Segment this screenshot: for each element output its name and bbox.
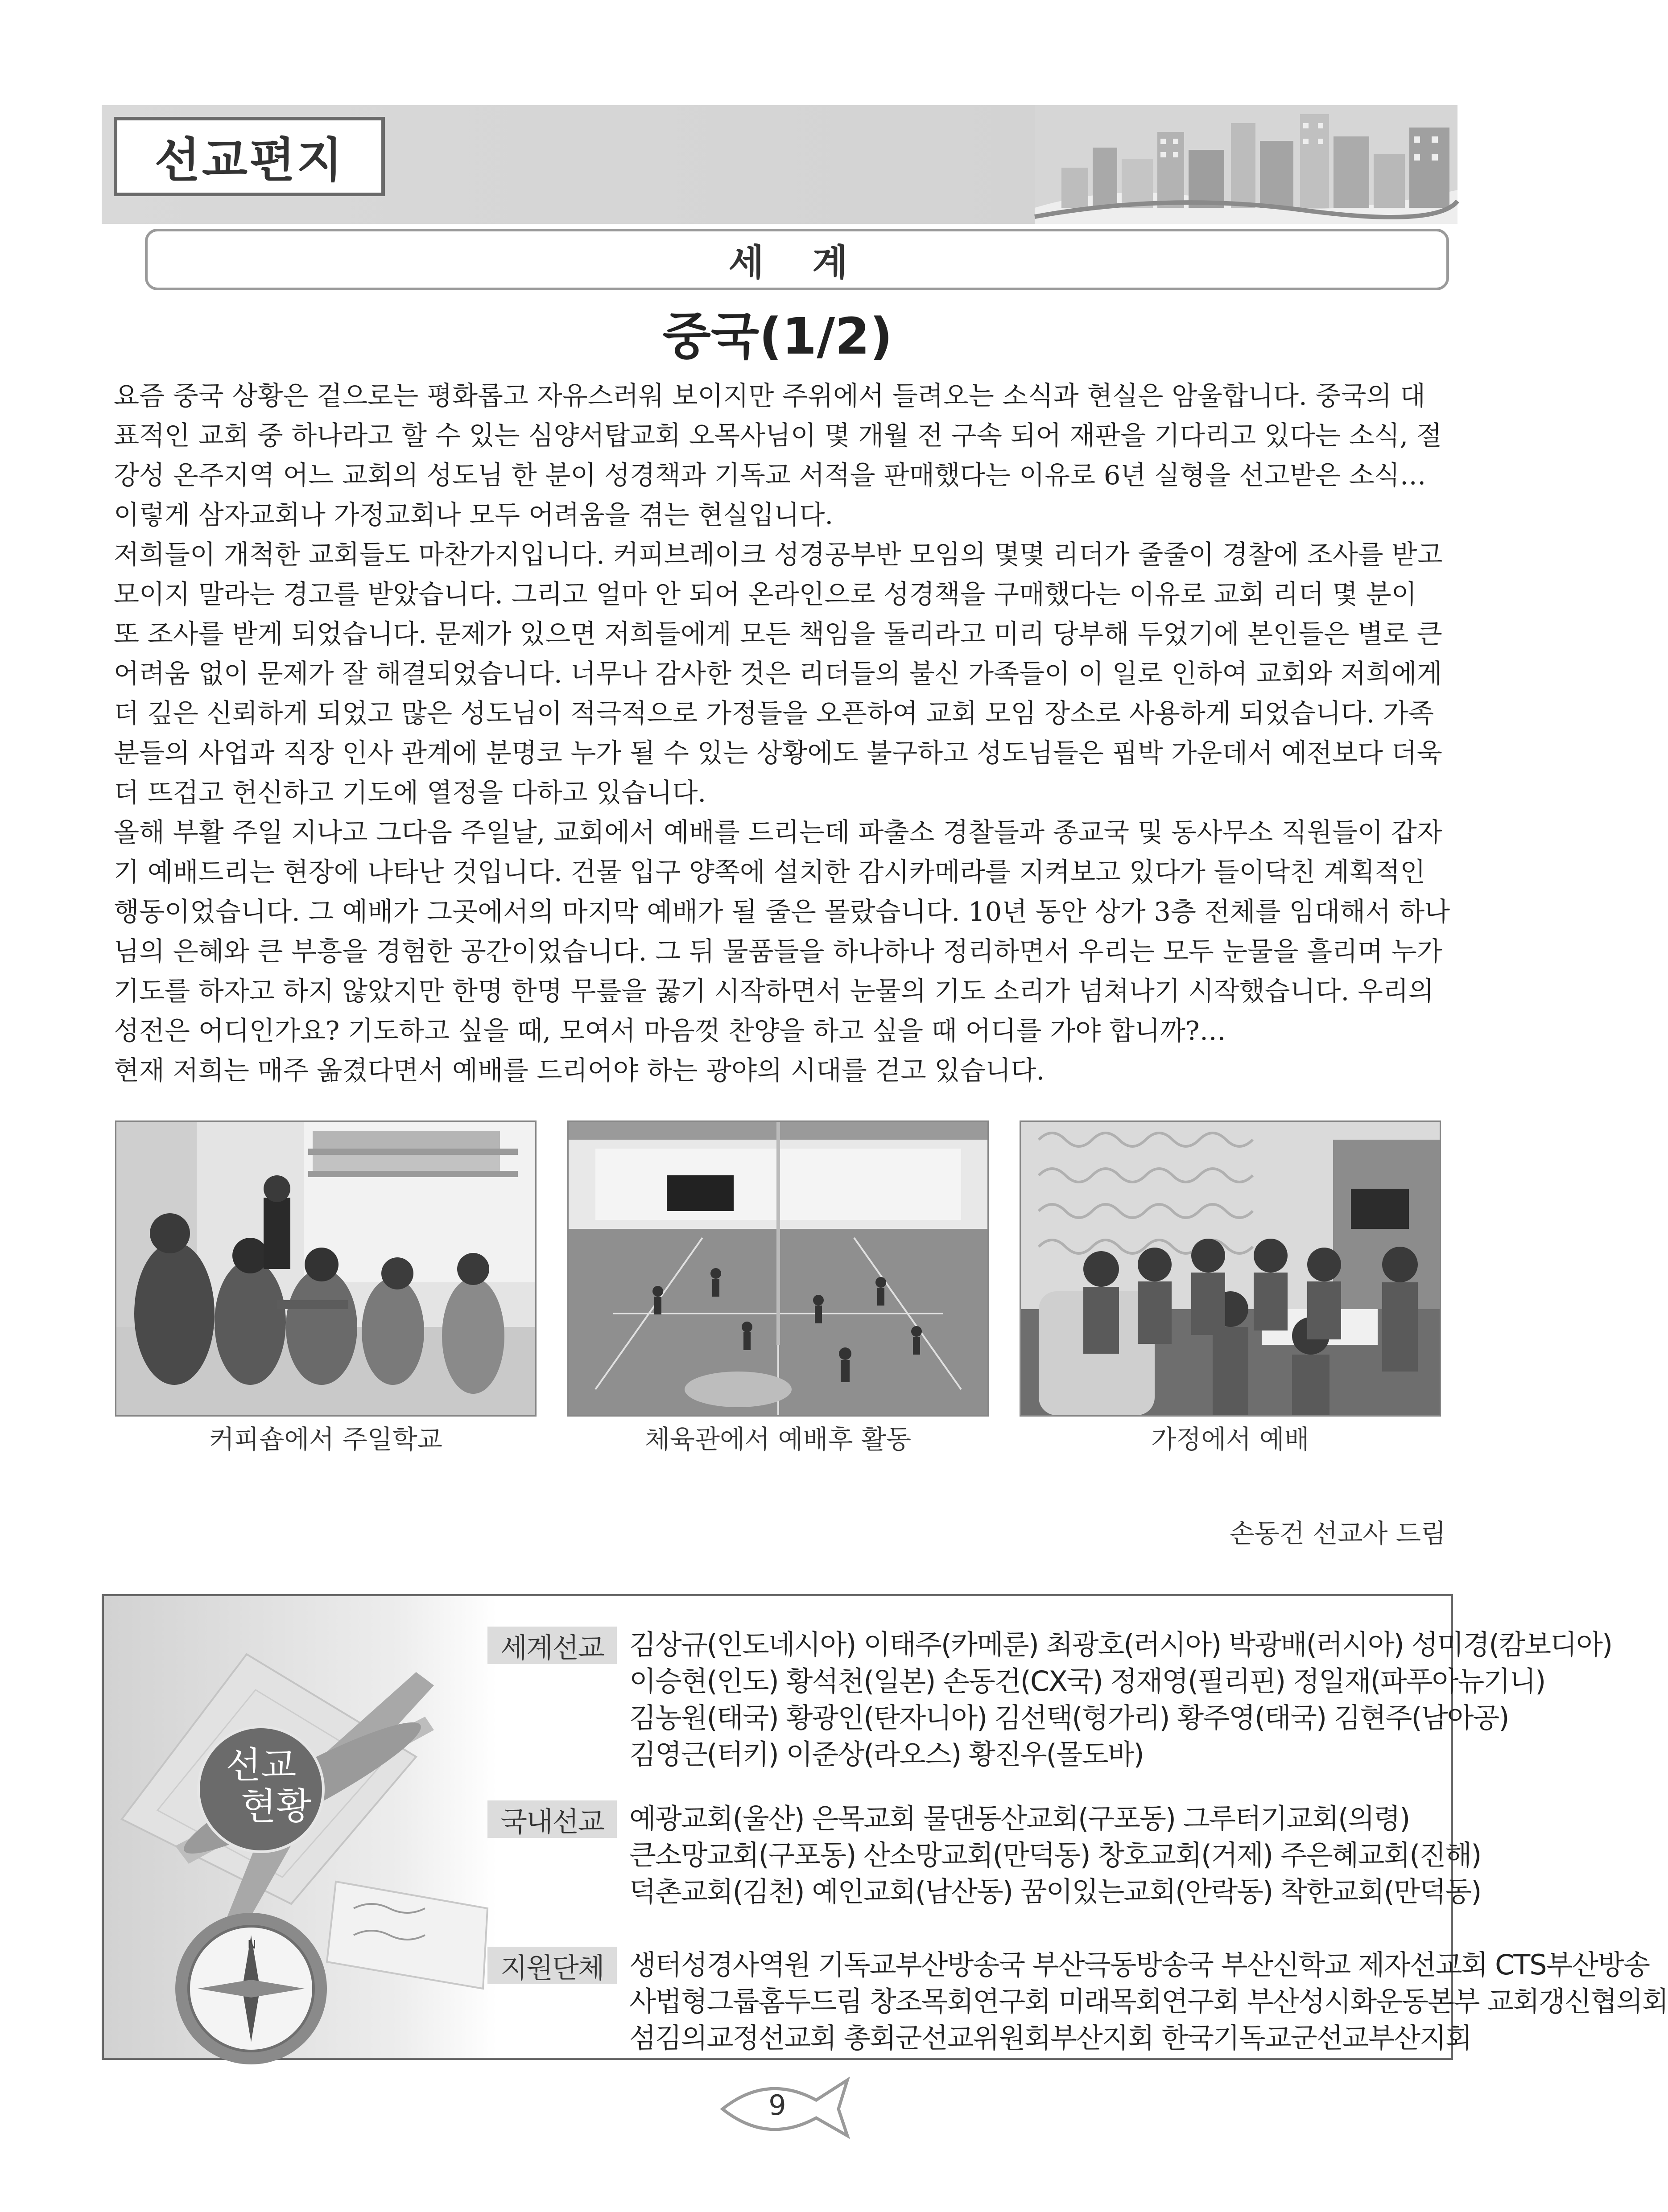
body-line: 강성 온주지역 어느 교회의 성도님 한 분이 성경책과 기독교 서적을 판매했다는 이유로 6년 실형을 선고받은 소식… xyxy=(114,460,1426,490)
category-label-world: 세계선교 xyxy=(487,1627,617,1664)
entry-line: 김영근(터키) 이준상(라오스) 황진우(몰도바) xyxy=(629,1738,1144,1771)
entry-line: 생터성경사역원 기독교부산방송국 부산극동방송국 부산신학교 제자선교회 CTS부산방송 xyxy=(629,1948,1650,1981)
category-label-domestic: 국내선교 xyxy=(487,1800,617,1838)
body-line: 더 깊은 신뢰하게 되었고 많은 성도님이 적극적으로 가정들을 오픈하여 교회 모임 장소로 사용하게 되었습니다. 가족 xyxy=(114,698,1434,729)
body-line: 분들의 사업과 직장 인사 관계에 분명코 누가 될 수 있는 상황에도 불구하고 성도님들은 핍박 가운데서 예전보다 더욱 xyxy=(114,737,1442,768)
photo-gym-activity xyxy=(567,1120,989,1417)
body-line: 행동이었습니다. 그 예배가 그곳에서의 마지막 예배가 될 줄은 몰랐습니다. 10년 동안 상가 3층 전체를 임대해서 하나 xyxy=(114,896,1450,927)
signature: 손동건 선교사 드림 xyxy=(1229,1518,1446,1549)
svg-text:N: N xyxy=(248,1938,256,1952)
entry-line: 큰소망교회(구포동) 산소망교회(만덕동) 창호교회(거제) 주은혜교회(진해) xyxy=(629,1839,1481,1871)
body-line: 또 조사를 받게 되었습니다. 문제가 있으면 저희들에게 모든 책임을 돌리라고 미리 당부해 두었기에 본인들은 별로 큰 xyxy=(114,618,1442,649)
body-line: 님의 은혜와 큰 부흥을 경험한 공간이었습니다. 그 뒤 물품들을 하나하나 정리하면서 우리는 모두 눈물을 흘리며 누가 xyxy=(114,936,1442,967)
entry-line: 섬김의교정선교회 총회군선교위원회부산지회 한국기독교군선교부산지회 xyxy=(629,2022,1471,2054)
body-line: 어려움 없이 문제가 잘 해결되었습니다. 너무나 감사한 것은 리더들의 불신 가족들이 이 일로 인하여 교회와 저희에게 xyxy=(114,658,1442,689)
body-line: 요즘 중국 상황은 겉으로는 평화롭고 자유스러워 보이지만 주위에서 들려오는 소식과 현실은 암울합니다. 중국의 대 xyxy=(114,380,1426,411)
region-label: 세 계 xyxy=(145,229,1449,290)
photo-caption: 체육관에서 예배후 활동 xyxy=(644,1424,912,1454)
cityscape-illustration xyxy=(1035,105,1457,224)
photo-caption: 커피숍에서 주일학교 xyxy=(209,1424,442,1454)
body-line: 현재 저희는 매주 옮겼다면서 예배를 드리어야 하는 광야의 시대를 걷고 있습니다. xyxy=(114,1055,1045,1086)
entry-line: 덕촌교회(김천) 예인교회(남산동) 꿈이있는교회(안락동) 착한교회(만덕동) xyxy=(629,1875,1481,1908)
photo-cafe-sunday-school xyxy=(115,1120,537,1417)
category-entries-domestic xyxy=(629,1800,1481,1910)
category-label-support: 지원단체 xyxy=(487,1947,617,1984)
photo-caption: 가정에서 예배 xyxy=(1151,1424,1309,1454)
body-line: 기도를 하자고 하지 않았지만 한명 한명 무릎을 꿇기 시작하면서 눈물의 기도 소리가 넘쳐나기 시작했습니다. 우리의 xyxy=(114,976,1434,1006)
body-line: 표적인 교회 중 하나라고 할 수 있는 심양서탑교회 오목사님이 몇 개월 전 구속 되어 재판을 기다리고 있다는 소식, 절 xyxy=(114,420,1442,451)
entry-line: 이승현(인도) 황석천(일본) 손동건(CX국) 정재영(필리핀) 정일재(파푸아뉴기니) xyxy=(629,1665,1545,1697)
badge-line: 선교 xyxy=(226,1744,297,1787)
photo-home-worship xyxy=(1020,1120,1441,1417)
page-number: 9 xyxy=(768,2089,786,2121)
body-line: 모이지 말라는 경고를 받았습니다. 그리고 얼마 안 되어 온라인으로 성경책을 구매했다는 이유로 교회 리더 몇 분이 xyxy=(114,579,1417,610)
entry-line: 예광교회(울산) 은목교회 물댄동산교회(구포동) 그루터기교회(의령) xyxy=(629,1802,1410,1835)
body-line: 이렇게 삼자교회나 가정교회나 모두 어려움을 겪는 현실입니다. xyxy=(114,499,834,530)
section-label: 선교편지 xyxy=(114,117,385,196)
body-line: 더 뜨겁고 헌신하고 기도에 열정을 다하고 있습니다. xyxy=(114,777,706,808)
entry-line: 김상규(인도네시아) 이태주(카메룬) 최광호(러시아) 박광배(러시아) 성미경(캄보디아) xyxy=(629,1628,1612,1661)
entry-line: 사법형그룹홈두드림 창조목회연구회 미래목회연구회 부산성시화운동본부 교회갱신협의회 xyxy=(629,1985,1668,2018)
body-line: 올해 부활 주일 지나고 그다음 주일날, 교회에서 예배를 드리는데 파출소 경찰들과 종교국 및 동사무소 직원들이 갑자 xyxy=(114,817,1442,848)
mission-status-badge xyxy=(197,1726,325,1853)
body-line: 저희들이 개척한 교회들도 마찬가지입니다. 커피브레이크 성경공부반 모임의 몇몇 리더가 줄줄이 경찰에 조사를 받고 xyxy=(114,539,1443,570)
category-entries-world xyxy=(629,1627,1612,1773)
badge-line: 현황 xyxy=(241,1785,312,1828)
article-title: 중국(1/2) xyxy=(662,308,893,366)
body-line: 성전은 어디인가요? 기도하고 싶을 때, 모여서 마음껏 찬양을 하고 싶을 때 어디를 가야 합니까?… xyxy=(114,1015,1226,1046)
category-entries-support xyxy=(629,1947,1668,2056)
article-body xyxy=(114,376,1452,1090)
entry-line: 김농원(태국) 황광인(탄자니아) 김선택(헝가리) 황주영(태국) 김현주(남아공) xyxy=(629,1701,1509,1734)
body-line: 기 예배드리는 현장에 나타난 것입니다. 건물 입구 양쪽에 설치한 감시카메라를 지켜보고 있다가 들이닥친 계획적인 xyxy=(114,857,1426,887)
